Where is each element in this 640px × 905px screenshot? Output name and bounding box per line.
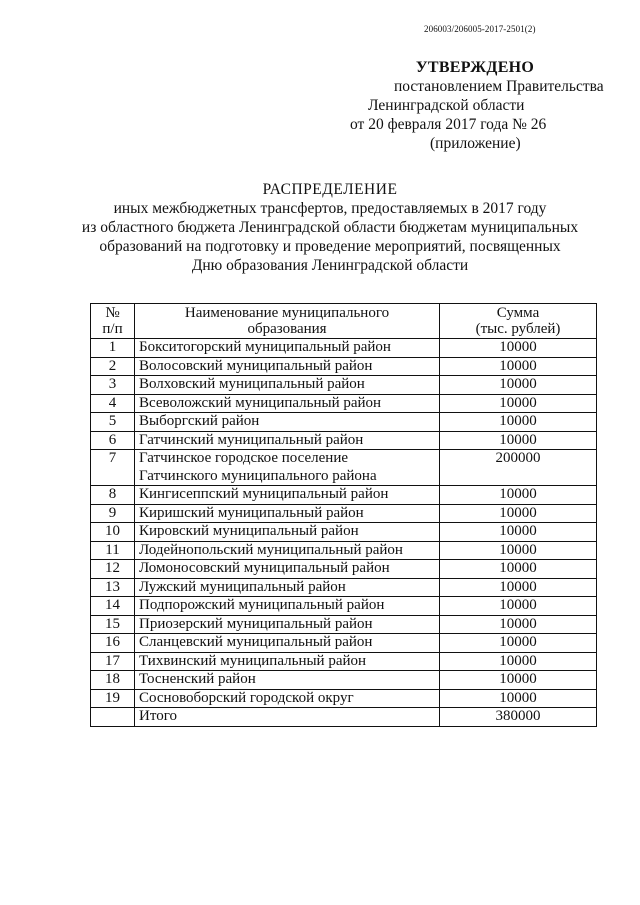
row-name: Киришский муниципальный район [135,504,440,523]
table-row [91,523,597,542]
row-num: 18 [91,671,135,690]
document-title: РАСПРЕДЕЛЕНИЕ [262,181,398,198]
row-sum: 10000 [440,578,597,597]
heading-line-2: из областного бюджета Ленинградской области бюджетам муниципальных [81,219,579,236]
row-num: 1 [91,339,135,358]
table-row [91,413,597,432]
table-header-row [91,304,597,339]
row-num: 3 [91,376,135,395]
table-row [91,486,597,505]
row-name: Подпорожский муниципальный район [135,597,440,616]
table-row [91,597,597,616]
row-sum: 10000 [440,394,597,413]
row-num: 16 [91,634,135,653]
distribution-table [90,303,597,727]
row-sum: 10000 [440,560,597,579]
header-num [91,304,135,339]
row-num: 10 [91,523,135,542]
table-row [91,339,597,358]
table-row [91,560,597,579]
document-heading [60,180,600,275]
approval-line-2: Ленинградской области [368,97,525,114]
row-sum: 10000 [440,431,597,450]
total-label: Итого [135,708,440,727]
table-row [91,671,597,690]
row-sum: 10000 [440,376,597,395]
total-sum: 380000 [440,708,597,727]
row-sum: 200000 [440,450,597,486]
document-id: 206003/206005-2017-2501(2) [424,24,536,34]
row-name: Сосновоборский городской округ [135,689,440,708]
row-num: 5 [91,413,135,432]
table-row [91,450,597,486]
header-sum-line-1: Сумма [496,305,540,321]
row-sum: 10000 [440,486,597,505]
header-sum-line-2: (тыс. рублей) [475,321,561,337]
approval-stamp [350,58,604,153]
row-sum: 10000 [440,339,597,358]
row-name: Ломоносовский муниципальный район [135,560,440,579]
row-num: 4 [91,394,135,413]
row-sum: 10000 [440,597,597,616]
row-name: Кингисеппский муниципальный район [135,486,440,505]
header-num-line-1: № [105,305,120,321]
row-num: 12 [91,560,135,579]
row-num: 15 [91,615,135,634]
row-num: 2 [91,357,135,376]
table-row [91,504,597,523]
table-row [91,376,597,395]
row-name: Волховский муниципальный район [135,376,440,395]
table-row [91,394,597,413]
row-num: 11 [91,541,135,560]
row-name: Сланцевский муниципальный район [135,634,440,653]
row-name: Тихвинский муниципальный район [135,652,440,671]
row-sum: 10000 [440,413,597,432]
row-num: 8 [91,486,135,505]
header-name-line-2: образования [247,321,327,337]
header-name-line-1: Наименование муниципального [184,305,390,321]
row-name: Выборгский район [135,413,440,432]
row-num: 6 [91,431,135,450]
table-row [91,431,597,450]
row-num: 19 [91,689,135,708]
approval-line-4: (приложение) [430,135,521,152]
approval-line-3: от 20 февраля 2017 года № 26 [350,116,547,133]
row-sum: 10000 [440,634,597,653]
row-sum: 10000 [440,671,597,690]
approval-title: УТВЕРЖДЕНО [415,59,535,76]
table-row [91,615,597,634]
table-row [91,357,597,376]
header-num-line-2: п/п [102,321,123,337]
row-name: Гатчинский муниципальный район [135,431,440,450]
row-name: Лодейнопольский муниципальный район [135,541,440,560]
header-name [135,304,440,339]
table-row [91,578,597,597]
row-num: 17 [91,652,135,671]
row-name: Всеволожский муниципальный район [135,394,440,413]
row-sum: 10000 [440,523,597,542]
row-name-line-2: Гатчинского муниципального района [139,467,377,484]
row-num: 7 [91,450,135,486]
row-name: Лужский муниципальный район [135,578,440,597]
row-name: Приозерский муниципальный район [135,615,440,634]
row-name: Бокситогорский муниципальный район [135,339,440,358]
row-sum: 10000 [440,689,597,708]
row-num: 14 [91,597,135,616]
heading-line-4: Дню образования Ленинградской области [191,257,469,274]
row-num: 13 [91,578,135,597]
table-row [91,541,597,560]
row-num: 9 [91,504,135,523]
row-sum: 10000 [440,652,597,671]
row-sum: 10000 [440,541,597,560]
row-name-line-1: Гатчинское городское поселение [139,450,349,466]
table-row [91,689,597,708]
table-row [91,652,597,671]
row-sum: 10000 [440,615,597,634]
header-sum [440,304,597,339]
table-row [91,634,597,653]
table-total-row [91,708,597,727]
row-sum: 10000 [440,504,597,523]
heading-line-1: иных межбюджетных трансфертов, предоставляемых в 2017 году [113,200,547,217]
approval-line-1: постановлением Правительства [394,78,604,95]
row-name: Кировский муниципальный район [135,523,440,542]
row-name: Волосовский муниципальный район [135,357,440,376]
row-name: Тосненский район [135,671,440,690]
heading-line-3: образований на подготовку и проведение мероприятий, посвященных [99,238,561,255]
row-name [135,450,440,486]
row-sum: 10000 [440,357,597,376]
total-num-empty [91,708,135,727]
